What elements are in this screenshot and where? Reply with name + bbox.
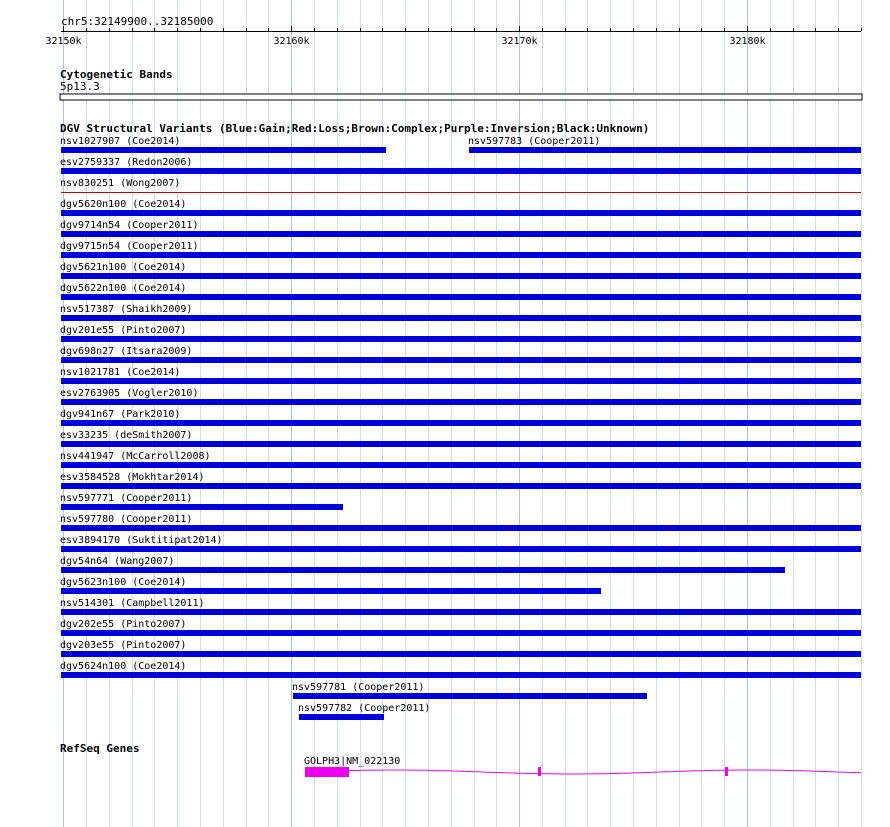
dgv-row [60,430,861,447]
dgv-row [60,535,861,552]
ruler-tick-label: 32150k [45,36,82,47]
cytoband-track-title[interactable]: Cytogenetic Bands [60,68,173,81]
dgv-feature-label[interactable]: dgv201e55 (Pinto2007) [60,325,187,336]
dgv-row [60,493,343,510]
dgv-feature-label[interactable]: dgv202e55 (Pinto2007) [60,619,187,630]
dgv-feature-bar[interactable] [61,651,861,657]
dgv-feature-bar[interactable] [61,525,861,531]
dgv-row [60,157,861,174]
dgv-track [60,136,861,720]
dgv-row [60,220,861,237]
dgv-feature-label[interactable]: dgv5620n100 (Coe2014) [60,199,187,210]
gene-intron-line[interactable] [305,770,861,774]
dgv-row [60,283,861,300]
dgv-feature-bar[interactable] [61,630,861,636]
dgv-feature-bar[interactable] [61,462,861,468]
gene-label[interactable]: GOLPH3|NM_022130 [304,756,401,767]
dgv-track-title[interactable]: DGV Structural Variants (Blue:Gain;Red:Loss;Brown:Complex;Purple:Inversion;Black:Unknown) [60,122,650,135]
dgv-row [60,367,861,384]
dgv-feature-label[interactable]: dgv5621n100 (Coe2014) [60,262,187,273]
dgv-feature-bar[interactable] [61,315,861,321]
refseq-track [304,756,861,777]
dgv-row [60,556,785,573]
dgv-feature-label[interactable]: nsv1027907 (Coe2014) [60,136,181,147]
dgv-feature-label[interactable]: nsv597781 (Cooper2011) [292,682,425,693]
dgv-feature-label[interactable]: dgv5623n100 (Coe2014) [60,577,187,588]
dgv-feature-bar[interactable] [61,546,861,552]
dgv-feature-label[interactable]: esv2759337 (Redon2006) [60,157,193,168]
dgv-feature-bar[interactable] [61,336,861,342]
dgv-feature-label[interactable]: esv33235 (deSmith2007) [60,430,193,441]
dgv-feature-label[interactable]: nsv830251 (Wong2007) [60,178,181,189]
dgv-feature-bar[interactable] [61,231,861,237]
dgv-row [60,241,861,258]
dgv-feature-label[interactable]: dgv5622n100 (Coe2014) [60,283,187,294]
dgv-row [60,409,861,426]
dgv-feature-label[interactable]: dgv54n64 (Wang2007) [60,556,175,567]
dgv-feature-label[interactable]: nsv597780 (Cooper2011) [60,514,193,525]
ruler-tick-label: 32180k [729,36,766,47]
gene-exon[interactable] [725,767,728,776]
dgv-row [60,619,861,636]
dgv-feature-bar[interactable] [61,588,601,594]
dgv-feature-bar[interactable] [61,210,861,216]
dgv-row [60,661,861,678]
dgv-feature-bar[interactable] [61,672,861,678]
dgv-feature-bar[interactable] [61,399,861,405]
cytoband-label: 5p13.3 [60,80,100,93]
dgv-row [292,682,647,699]
dgv-feature-bar[interactable] [61,441,861,447]
ruler-tick-label: 32170k [501,36,538,47]
dgv-feature-bar[interactable] [61,567,785,573]
dgv-feature-bar[interactable] [61,420,861,426]
dgv-feature-bar[interactable] [293,693,647,699]
dgv-feature-label[interactable]: nsv517387 (Shaikh2009) [60,304,193,315]
dgv-row [60,451,861,468]
dgv-feature-bar[interactable] [61,168,861,174]
dgv-row [60,472,861,489]
dgv-feature-label[interactable]: nsv514301 (Campbell2011) [60,598,205,609]
dgv-feature-label[interactable]: dgv698n27 (Itsara2009) [60,346,193,357]
dgv-row [60,178,861,193]
dgv-feature-bar[interactable] [61,273,861,279]
dgv-row [60,346,861,363]
dgv-feature-label[interactable]: nsv1021781 (Coe2014) [60,367,181,378]
dgv-feature-bar[interactable] [61,147,386,153]
dgv-feature-label[interactable]: nsv441947 (McCarroll2008) [60,451,211,462]
dgv-feature-label[interactable]: dgv941n67 (Park2010) [60,409,181,420]
dgv-feature-bar[interactable] [61,378,861,384]
dgv-feature-label[interactable]: dgv5624n100 (Coe2014) [60,661,187,672]
dgv-row [298,703,430,720]
dgv-row [60,598,861,615]
dgv-feature-label[interactable]: esv3584528 (Mokhtar2014) [60,472,205,483]
dgv-row [60,262,861,279]
dgv-feature-label[interactable]: esv2763905 (Vogler2010) [60,388,199,399]
dgv-feature-bar[interactable] [61,609,861,615]
dgv-row [60,325,861,342]
dgv-feature-label[interactable]: esv3894170 (Suktitipat2014) [60,535,223,546]
cytoband-bar[interactable] [60,94,862,100]
dgv-row [60,514,861,531]
gene-exon[interactable] [538,767,541,776]
dgv-feature-label[interactable]: dgv9714n54 (Cooper2011) [60,220,199,231]
dgv-feature-bar[interactable] [299,714,384,720]
ruler [45,26,861,47]
dgv-feature-label[interactable]: dgv203e55 (Pinto2007) [60,640,187,651]
dgv-row [60,199,861,216]
cytoband-band[interactable] [60,94,862,100]
dgv-feature-bar[interactable] [61,483,861,489]
dgv-feature-bar[interactable] [61,294,861,300]
dgv-row [60,640,861,657]
dgv-feature-label[interactable]: nsv597771 (Cooper2011) [60,493,193,504]
dgv-feature-bar[interactable] [61,357,861,363]
dgv-feature-label[interactable]: nsv597782 (Cooper2011) [298,703,431,714]
dgv-feature-label[interactable]: nsv597783 (Cooper2011) [468,136,601,147]
dgv-feature-bar[interactable] [61,504,343,510]
ruler-tick-label: 32160k [273,36,310,47]
region-label: chr5:32149900..32185000 [61,15,214,28]
dgv-row [60,304,861,321]
dgv-feature-label[interactable]: dgv9715n54 (Cooper2011) [60,241,199,252]
dgv-feature-bar[interactable] [469,147,861,153]
refseq-track-title[interactable]: RefSeq Genes [60,742,140,755]
dgv-row [60,136,861,153]
gene-exon[interactable] [305,767,349,777]
dgv-row [60,388,861,405]
dgv-feature-bar[interactable] [61,252,861,258]
